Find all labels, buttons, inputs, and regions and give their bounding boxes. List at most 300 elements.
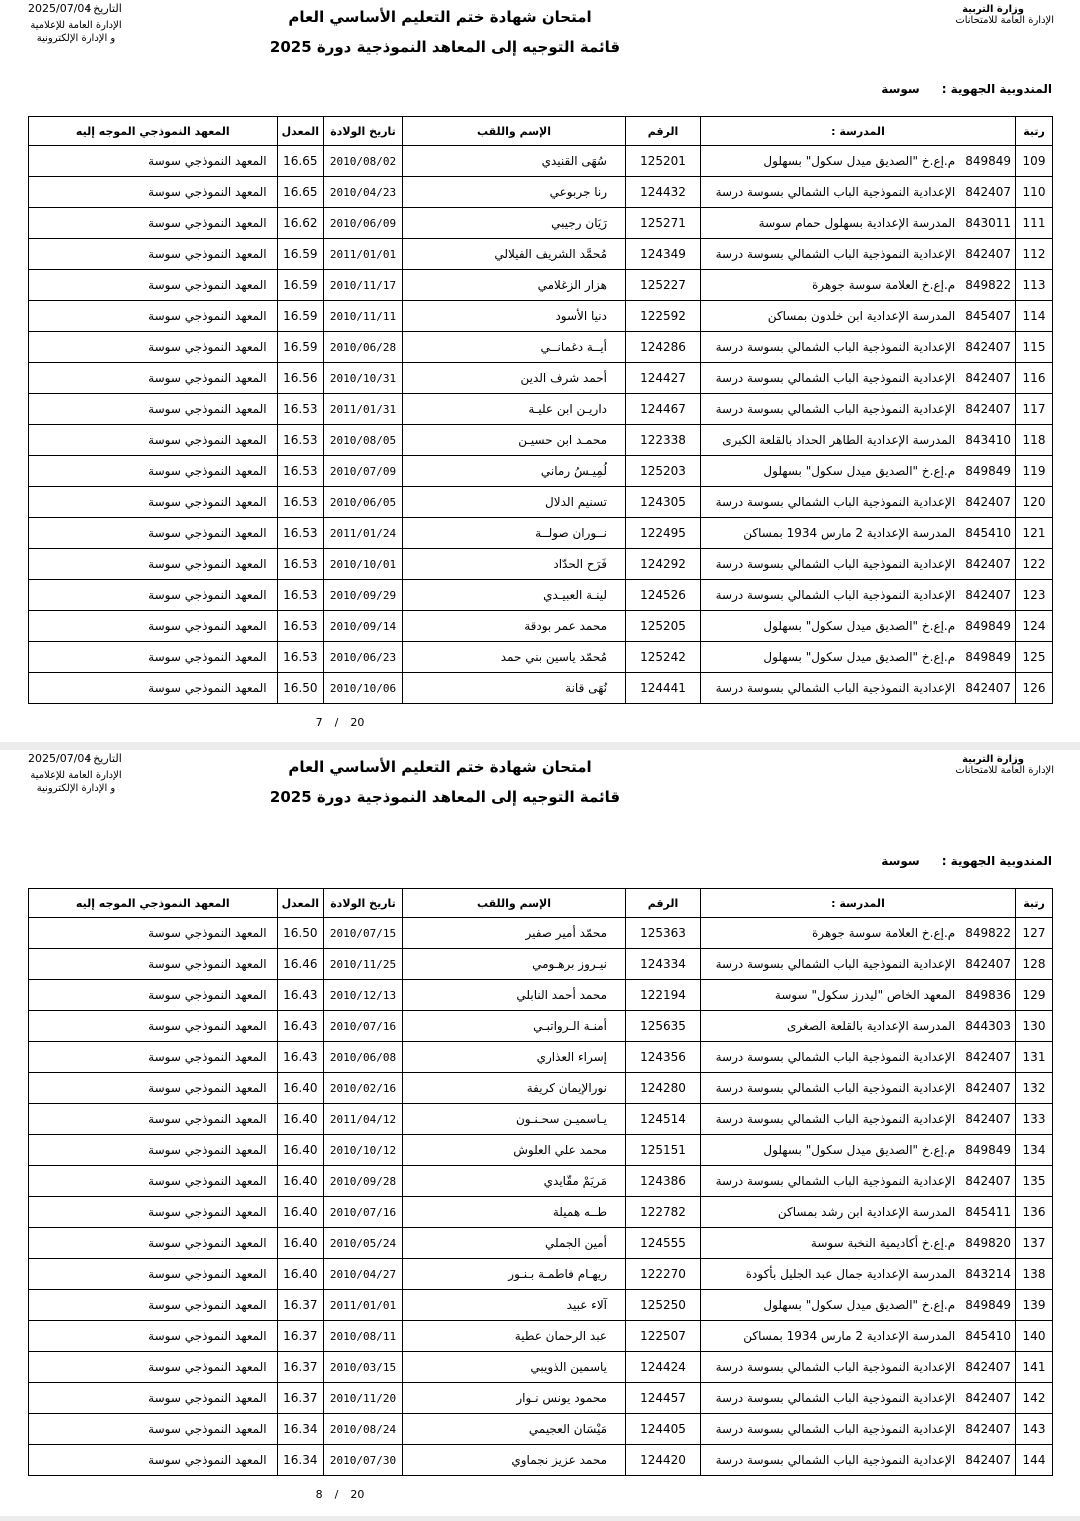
orientation-table [28, 116, 1053, 704]
dob-cell: 2010/11/25 [324, 949, 403, 980]
date-label: التاريخ : [86, 752, 122, 765]
column-institute: المعهد النموذجي الموجه إليه [29, 889, 278, 918]
school-code: 845411 [965, 1205, 1011, 1219]
average-cell: 16.53 [277, 487, 323, 518]
average-cell: 16.40 [277, 1135, 323, 1166]
institute-cell: المعهد النموذجي سوسة [29, 487, 278, 518]
school-name: الإعدادية النموذجية الباب الشمالي بسوسة درسة [715, 1174, 956, 1188]
table-row [29, 332, 1053, 363]
institute-cell: المعهد النموذجي سوسة [29, 425, 278, 456]
number-cell: 122194 [626, 980, 701, 1011]
dob-cell: 2010/09/29 [324, 580, 403, 611]
dob-cell: 2010/08/02 [324, 146, 403, 177]
number-cell: 124441 [626, 673, 701, 704]
directorate-label: الإدارة العامة للامتحانات [955, 15, 1054, 26]
column-name: الإسم واللقب [403, 117, 626, 146]
column-name: الإسم واللقب [403, 889, 626, 918]
average-cell: 16.34 [277, 1445, 323, 1476]
school-cell [701, 332, 1016, 363]
dob-cell: 2010/07/30 [324, 1445, 403, 1476]
school-name: م.إع.خ العلامة سوسة جوهرة [812, 926, 956, 940]
number-cell: 124432 [626, 177, 701, 208]
name-cell: آلاء عبيد [403, 1290, 626, 1321]
dob-cell: 2010/08/24 [324, 1414, 403, 1445]
ministry-label: وزارة التربية [962, 754, 1024, 765]
average-cell: 16.59 [277, 239, 323, 270]
school-name: الإعدادية النموذجية الباب الشمالي بسوسة درسة [715, 681, 956, 695]
institute-cell: المعهد النموذجي سوسة [29, 270, 278, 301]
institute-cell: المعهد النموذجي سوسة [29, 580, 278, 611]
number-cell: 125242 [626, 642, 701, 673]
dob-cell: 2010/04/23 [324, 177, 403, 208]
name-cell: أحمد شرف الدين [403, 363, 626, 394]
table-row [29, 1042, 1053, 1073]
name-cell: داريـن ابن عليـة [403, 394, 626, 425]
school-cell [701, 549, 1016, 580]
school-cell [701, 487, 1016, 518]
school-cell [701, 1445, 1016, 1476]
school-cell [701, 270, 1016, 301]
institute-cell: المعهد النموذجي سوسة [29, 208, 278, 239]
school-name: المدرسة الإعدادية 2 مارس 1934 بمساكن [743, 526, 956, 540]
institute-cell: المعهد النموذجي سوسة [29, 949, 278, 980]
dob-cell: 2010/07/16 [324, 1197, 403, 1228]
school-name: الإعدادية النموذجية الباب الشمالي بسوسة درسة [715, 340, 956, 354]
school-cell [701, 980, 1016, 1011]
school-code: 842407 [965, 185, 1011, 199]
institute-cell: المعهد النموذجي سوسة [29, 1042, 278, 1073]
name-cell: مُحمَّد الشريف الفيلالي [403, 239, 626, 270]
institute-cell: المعهد النموذجي سوسة [29, 1352, 278, 1383]
institute-cell: المعهد النموذجي سوسة [29, 456, 278, 487]
school-code: 849836 [965, 988, 1011, 1002]
school-code: 842407 [965, 402, 1011, 416]
rank-cell: 115 [1016, 332, 1053, 363]
institute-cell: المعهد النموذجي سوسة [29, 1383, 278, 1414]
dob-cell: 2010/07/15 [324, 918, 403, 949]
average-cell: 16.40 [277, 1197, 323, 1228]
institute-cell: المعهد النموذجي سوسة [29, 673, 278, 704]
rank-cell: 128 [1016, 949, 1053, 980]
table-row [29, 1383, 1053, 1414]
page-number [0, 716, 680, 729]
school-name: الإعدادية النموذجية الباب الشمالي بسوسة درسة [715, 247, 956, 261]
column-number: الرقم [626, 889, 701, 918]
school-cell [701, 1228, 1016, 1259]
school-cell [701, 1011, 1016, 1042]
school-name: م.إع.خ العلامة سوسة جوهرة [812, 278, 956, 292]
school-name: م.إع.خ "الصديق ميدل سكول" بسهلول [763, 154, 956, 168]
dob-cell: 2010/06/09 [324, 208, 403, 239]
average-cell: 16.37 [277, 1352, 323, 1383]
school-cell [701, 1166, 1016, 1197]
school-code: 843410 [965, 433, 1011, 447]
average-cell: 16.50 [277, 918, 323, 949]
number-cell: 124349 [626, 239, 701, 270]
school-name: المعهد الخاص "ليدرز سكول" سوسة [774, 988, 956, 1002]
school-cell [701, 1383, 1016, 1414]
school-cell [701, 394, 1016, 425]
number-cell: 122270 [626, 1259, 701, 1290]
name-cell: هزار الزغلامي [403, 270, 626, 301]
institute-cell: المعهد النموذجي سوسة [29, 1073, 278, 1104]
name-cell: تسنيم الدلال [403, 487, 626, 518]
rank-cell: 116 [1016, 363, 1053, 394]
table-row [29, 1445, 1053, 1476]
school-code: 849849 [965, 619, 1011, 633]
average-cell: 16.40 [277, 1104, 323, 1135]
rank-cell: 114 [1016, 301, 1053, 332]
rank-cell: 139 [1016, 1290, 1053, 1321]
name-cell: نــوران صولــة [403, 518, 626, 549]
rank-cell: 122 [1016, 549, 1053, 580]
school-code: 849849 [965, 1143, 1011, 1157]
page-number [0, 1488, 680, 1501]
name-cell: محمود يونس نـوار [403, 1383, 626, 1414]
dob-cell: 2010/07/16 [324, 1011, 403, 1042]
number-cell: 122507 [626, 1321, 701, 1352]
number-cell: 124526 [626, 580, 701, 611]
school-code: 842407 [965, 1422, 1011, 1436]
region-value: سوسة [881, 854, 920, 868]
regional-office [881, 854, 1052, 868]
school-cell [701, 363, 1016, 394]
table-row [29, 580, 1053, 611]
institute-cell: المعهد النموذجي سوسة [29, 1290, 278, 1321]
name-cell: أمين الجملي [403, 1228, 626, 1259]
exam-title: امتحان شهادة ختم التعليم الأساسي العام [288, 8, 592, 26]
institute-cell: المعهد النموذجي سوسة [29, 394, 278, 425]
rank-cell: 142 [1016, 1383, 1053, 1414]
institute-cell: المعهد النموذجي سوسة [29, 1259, 278, 1290]
institute-cell: المعهد النموذجي سوسة [29, 363, 278, 394]
rank-cell: 110 [1016, 177, 1053, 208]
average-cell: 16.40 [277, 1073, 323, 1104]
table-row [29, 1290, 1053, 1321]
department-line-2: و الإدارة الإلكترونية [36, 783, 116, 794]
table-row [29, 425, 1053, 456]
ministry-label: وزارة التربية [962, 4, 1024, 15]
name-cell: فَرَح الحدّاد [403, 549, 626, 580]
school-code: 845410 [965, 1329, 1011, 1343]
list-title: قائمة التوجيه إلى المعاهد النموذجية دورة 2025 [269, 788, 621, 806]
column-dob: تاريخ الولادة [324, 117, 403, 146]
rank-cell: 119 [1016, 456, 1053, 487]
school-name: م.إع.خ "الصديق ميدل سكول" بسهلول [763, 1143, 956, 1157]
table-row [29, 518, 1053, 549]
school-name: المدرسة الإعدادية الطاهر الحداد بالقلعة الكبرى [722, 433, 956, 447]
school-cell [701, 239, 1016, 270]
date-label: التاريخ : [86, 2, 122, 15]
dob-cell: 2010/09/28 [324, 1166, 403, 1197]
dob-cell: 2010/10/31 [324, 363, 403, 394]
dob-cell: 2010/11/11 [324, 301, 403, 332]
school-name: الإعدادية النموذجية الباب الشمالي بسوسة درسة [715, 1422, 956, 1436]
school-code: 842407 [965, 1112, 1011, 1126]
rank-cell: 137 [1016, 1228, 1053, 1259]
average-cell: 16.46 [277, 949, 323, 980]
institute-cell: المعهد النموذجي سوسة [29, 177, 278, 208]
rank-cell: 112 [1016, 239, 1053, 270]
table-row [29, 549, 1053, 580]
dob-cell: 2010/04/27 [324, 1259, 403, 1290]
institute-cell: المعهد النموذجي سوسة [29, 518, 278, 549]
name-cell: رنا جربوعي [403, 177, 626, 208]
institute-cell: المعهد النموذجي سوسة [29, 332, 278, 363]
school-code: 842407 [965, 957, 1011, 971]
rank-cell: 133 [1016, 1104, 1053, 1135]
column-school: المدرسة : [701, 117, 1016, 146]
school-code: 849820 [965, 1236, 1011, 1250]
table-row [29, 456, 1053, 487]
number-cell: 122495 [626, 518, 701, 549]
institute-cell: المعهد النموذجي سوسة [29, 918, 278, 949]
number-cell: 124305 [626, 487, 701, 518]
dob-cell: 2010/06/08 [324, 1042, 403, 1073]
table-row [29, 270, 1053, 301]
institute-cell: المعهد النموذجي سوسة [29, 1135, 278, 1166]
number-cell: 124555 [626, 1228, 701, 1259]
school-name: م.إع.خ "الصديق ميدل سكول" بسهلول [763, 464, 956, 478]
table-row [29, 673, 1053, 704]
school-name: الإعدادية النموذجية الباب الشمالي بسوسة درسة [715, 557, 956, 571]
table-row [29, 1259, 1053, 1290]
name-cell: محمد عمر بودقة [403, 611, 626, 642]
number-cell: 124334 [626, 949, 701, 980]
school-code: 843214 [965, 1267, 1011, 1281]
school-code: 842407 [965, 340, 1011, 354]
table-row [29, 239, 1053, 270]
average-cell: 16.40 [277, 1166, 323, 1197]
school-code: 842407 [965, 1081, 1011, 1095]
school-name: م.إع.خ "الصديق ميدل سكول" بسهلول [763, 619, 956, 633]
date-value: 2025/07/04 [28, 2, 92, 15]
name-cell: لُمِيـسُ رماني [403, 456, 626, 487]
rank-cell: 121 [1016, 518, 1053, 549]
average-cell: 16.43 [277, 980, 323, 1011]
school-code: 849822 [965, 926, 1011, 940]
name-cell: نورالإيمان كريفة [403, 1073, 626, 1104]
school-name: المدرسة الإعدادية 2 مارس 1934 بمساكن [743, 1329, 956, 1343]
average-cell: 16.34 [277, 1414, 323, 1445]
number-cell: 125151 [626, 1135, 701, 1166]
number-cell: 125363 [626, 918, 701, 949]
rank-cell: 144 [1016, 1445, 1053, 1476]
school-cell [701, 518, 1016, 549]
number-cell: 125201 [626, 146, 701, 177]
table-row [29, 301, 1053, 332]
average-cell: 16.53 [277, 642, 323, 673]
page-total: 20 [350, 716, 365, 729]
school-code: 842407 [965, 371, 1011, 385]
page-total: 20 [350, 1488, 365, 1501]
school-name: الإعدادية النموذجية الباب الشمالي بسوسة درسة [715, 1360, 956, 1374]
name-cell: نُهَى قانة [403, 673, 626, 704]
name-cell: ريهـام فاطمـة بـنـور [403, 1259, 626, 1290]
school-name: المدرسة الإعدادية بالقلعة الصغرى [787, 1019, 956, 1033]
school-code: 849849 [965, 1298, 1011, 1312]
rank-cell: 138 [1016, 1259, 1053, 1290]
school-name: الإعدادية النموذجية الباب الشمالي بسوسة درسة [715, 495, 956, 509]
school-cell [701, 177, 1016, 208]
institute-cell: المعهد النموذجي سوسة [29, 642, 278, 673]
number-cell: 124427 [626, 363, 701, 394]
name-cell: أيــة دغمانــي [403, 332, 626, 363]
school-name: المدرسة الإعدادية بسهلول حمام سوسة [758, 216, 956, 230]
table-row [29, 611, 1053, 642]
directorate-label: الإدارة العامة للامتحانات [955, 765, 1054, 776]
dob-cell: 2010/06/23 [324, 642, 403, 673]
column-school: المدرسة : [701, 889, 1016, 918]
school-code: 849849 [965, 650, 1011, 664]
rank-cell: 134 [1016, 1135, 1053, 1166]
table-row [29, 1073, 1053, 1104]
table-row [29, 949, 1053, 980]
number-cell: 124514 [626, 1104, 701, 1135]
number-cell: 125635 [626, 1011, 701, 1042]
rank-cell: 143 [1016, 1414, 1053, 1445]
institute-cell: المعهد النموذجي سوسة [29, 301, 278, 332]
name-cell: محمد عزيز نجماوي [403, 1445, 626, 1476]
rank-cell: 135 [1016, 1166, 1053, 1197]
school-code: 842407 [965, 1050, 1011, 1064]
school-code: 845407 [965, 309, 1011, 323]
table-row [29, 487, 1053, 518]
table-row [29, 1352, 1053, 1383]
average-cell: 16.53 [277, 518, 323, 549]
school-code: 842407 [965, 681, 1011, 695]
name-cell: لينـة العبيـدي [403, 580, 626, 611]
institute-cell: المعهد النموذجي سوسة [29, 1166, 278, 1197]
name-cell: عبد الرحمان عطية [403, 1321, 626, 1352]
table-row [29, 394, 1053, 425]
exam-title: امتحان شهادة ختم التعليم الأساسي العام [288, 758, 592, 776]
dob-cell: 2010/06/28 [324, 332, 403, 363]
school-code: 842407 [965, 495, 1011, 509]
average-cell: 16.65 [277, 146, 323, 177]
name-cell: مُحمّد ياسين بني حمد [403, 642, 626, 673]
table-row [29, 177, 1053, 208]
name-cell: ياسمين الذويبي [403, 1352, 626, 1383]
dob-cell: 2010/12/13 [324, 980, 403, 1011]
school-name: الإعدادية النموذجية الباب الشمالي بسوسة درسة [715, 1081, 956, 1095]
rank-cell: 120 [1016, 487, 1053, 518]
average-cell: 16.37 [277, 1290, 323, 1321]
school-cell [701, 1135, 1016, 1166]
school-code: 842407 [965, 247, 1011, 261]
average-cell: 16.65 [277, 177, 323, 208]
name-cell: مَيْسَان العجيمي [403, 1414, 626, 1445]
dob-cell: 2010/11/20 [324, 1383, 403, 1414]
table-row [29, 1321, 1053, 1352]
dob-cell: 2010/05/24 [324, 1228, 403, 1259]
page-separator: / [334, 716, 339, 729]
school-code: 849849 [965, 154, 1011, 168]
number-cell: 124420 [626, 1445, 701, 1476]
school-code: 843011 [965, 216, 1011, 230]
institute-cell: المعهد النموذجي سوسة [29, 239, 278, 270]
region-label: المندوبية الجهوية : [941, 82, 1052, 96]
number-cell: 122338 [626, 425, 701, 456]
region-value: سوسة [881, 82, 920, 96]
rank-cell: 118 [1016, 425, 1053, 456]
school-name: المدرسة الإعدادية ابن خلدون بمساكن [767, 309, 956, 323]
rank-cell: 117 [1016, 394, 1053, 425]
table-row [29, 208, 1053, 239]
average-cell: 16.53 [277, 580, 323, 611]
institute-cell: المعهد النموذجي سوسة [29, 1321, 278, 1352]
page-current: 7 [315, 716, 323, 729]
number-cell: 124467 [626, 394, 701, 425]
name-cell: نيـروز برهـومي [403, 949, 626, 980]
dob-cell: 2010/10/06 [324, 673, 403, 704]
department-line-1: الإدارة العامة للإعلامية [30, 770, 122, 781]
school-name: الإعدادية النموذجية الباب الشمالي بسوسة درسة [715, 371, 956, 385]
school-name: المدرسة الإعدادية ابن رشد بمساكن [777, 1205, 956, 1219]
table-row [29, 1104, 1053, 1135]
school-code: 849849 [965, 464, 1011, 478]
dob-cell: 2010/08/05 [324, 425, 403, 456]
dob-cell: 2011/01/24 [324, 518, 403, 549]
average-cell: 16.53 [277, 549, 323, 580]
average-cell: 16.50 [277, 673, 323, 704]
document-page [0, 750, 1080, 1516]
table-row [29, 918, 1053, 949]
average-cell: 16.59 [277, 332, 323, 363]
school-cell [701, 208, 1016, 239]
average-cell: 16.40 [277, 1259, 323, 1290]
school-name: المدرسة الإعدادية جمال عبد الجليل بأكودة [745, 1267, 956, 1281]
dob-cell: 2010/09/14 [324, 611, 403, 642]
average-cell: 16.53 [277, 425, 323, 456]
table-row [29, 1228, 1053, 1259]
rank-cell: 125 [1016, 642, 1053, 673]
number-cell: 124292 [626, 549, 701, 580]
rank-cell: 132 [1016, 1073, 1053, 1104]
school-name: الإعدادية النموذجية الباب الشمالي بسوسة درسة [715, 1112, 956, 1126]
column-institute: المعهد النموذجي الموجه إليه [29, 117, 278, 146]
school-cell [701, 1290, 1016, 1321]
number-cell: 124405 [626, 1414, 701, 1445]
school-cell [701, 1104, 1016, 1135]
dob-cell: 2010/11/17 [324, 270, 403, 301]
name-cell: إسراء العذاري [403, 1042, 626, 1073]
number-cell: 124386 [626, 1166, 701, 1197]
school-name: م.إع.خ "الصديق ميدل سكول" بسهلول [763, 650, 956, 664]
school-cell [701, 1042, 1016, 1073]
table-row [29, 980, 1053, 1011]
average-cell: 16.43 [277, 1042, 323, 1073]
school-cell [701, 1352, 1016, 1383]
average-cell: 16.37 [277, 1321, 323, 1352]
school-code: 842407 [965, 1360, 1011, 1374]
institute-cell: المعهد النموذجي سوسة [29, 1104, 278, 1135]
rank-cell: 130 [1016, 1011, 1053, 1042]
table-header-row [29, 117, 1053, 146]
number-cell: 125205 [626, 611, 701, 642]
table-header-row [29, 889, 1053, 918]
number-cell: 124457 [626, 1383, 701, 1414]
institute-cell: المعهد النموذجي سوسة [29, 549, 278, 580]
number-cell: 124286 [626, 332, 701, 363]
average-cell: 16.56 [277, 363, 323, 394]
rank-cell: 127 [1016, 918, 1053, 949]
name-cell: يـاسميـن سحـنـون [403, 1104, 626, 1135]
table-row [29, 1135, 1053, 1166]
school-cell [701, 642, 1016, 673]
institute-cell: المعهد النموذجي سوسة [29, 980, 278, 1011]
school-code: 842407 [965, 1391, 1011, 1405]
